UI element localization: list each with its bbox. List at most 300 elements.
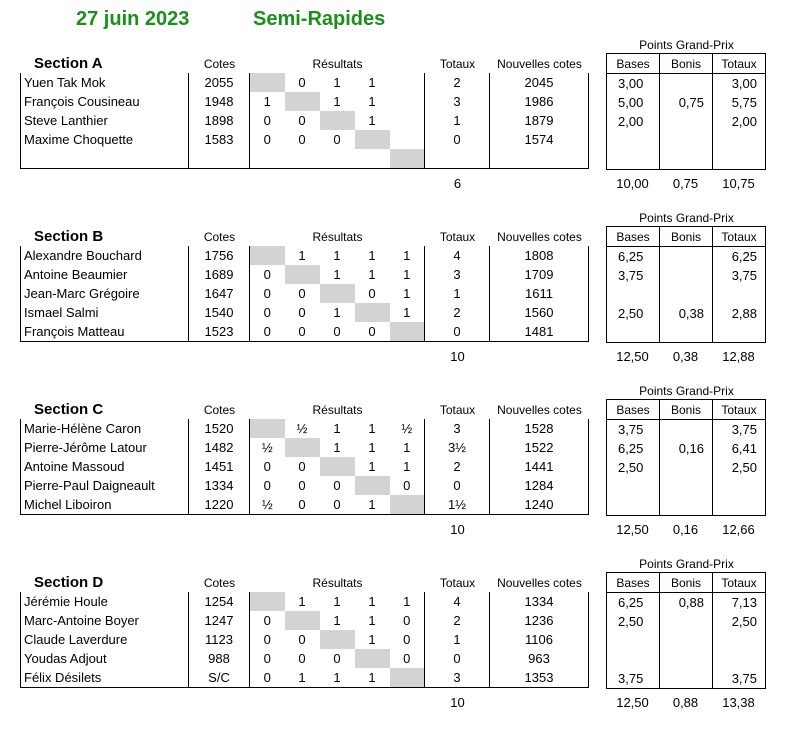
result-cell: 0 (250, 611, 285, 630)
result-cell: 1 (390, 438, 425, 457)
cotes-header: Cotes (203, 576, 236, 590)
gp-total: 3,75 (713, 669, 766, 689)
result-cell: 1 (333, 613, 341, 628)
grand-prix-row (607, 631, 766, 650)
player-name: Maxime Choquette (21, 130, 189, 149)
player-total: 2 (425, 611, 490, 630)
result-cell: 0 (320, 495, 355, 515)
result-cell: 1 (333, 421, 341, 436)
result-cell: 1 (390, 246, 425, 265)
new-rating: 1879 (490, 111, 589, 130)
result-cell (285, 149, 320, 169)
result-cell: 0 (250, 668, 285, 688)
result-cell: 1 (368, 594, 376, 609)
player-row (21, 303, 589, 322)
gp-total: 6,25 (713, 247, 766, 267)
result-cell: 0 (250, 457, 285, 476)
result-cell: 1 (368, 113, 376, 128)
gp-totaux-header: Totaux (713, 54, 766, 74)
bases-header: Bases (607, 54, 660, 74)
grand-prix-title: Points Grand-Prix (639, 557, 734, 571)
gp-bonis: 0,16 (660, 439, 713, 458)
sum-total: 10 (450, 522, 465, 537)
player-name: Pierre-Jérôme Latour (21, 438, 189, 457)
gp-bonis: 0,88 (660, 593, 713, 613)
gp-bases: 2,50 (607, 458, 660, 477)
grand-prix-row (607, 496, 766, 516)
player-row (21, 495, 589, 515)
new-rating: 1353 (490, 668, 589, 688)
result-cell: 1 (333, 75, 341, 90)
grand-prix-table (606, 53, 766, 170)
player-rating: 1523 (189, 322, 250, 342)
totaux-header: Totaux (439, 57, 476, 71)
result-cell (320, 630, 355, 649)
result-cell (390, 130, 425, 149)
result-cell: 1 (368, 632, 376, 647)
gp-bases: 3,75 (607, 266, 660, 285)
gp-bases (607, 323, 660, 343)
gp-bases (607, 650, 660, 669)
gp-total: 2,50 (713, 458, 766, 477)
player-rating: 1540 (189, 303, 250, 322)
player-rating: 1482 (189, 438, 250, 457)
result-cell: 0 (390, 611, 425, 630)
player-name: Pierre-Paul Daigneault (21, 476, 189, 495)
grand-prix-row (607, 477, 766, 496)
new-rating: 1334 (490, 592, 589, 611)
player-total: 1 (425, 284, 490, 303)
result-cell: 0 (355, 322, 390, 342)
player-rating: 1583 (189, 130, 250, 149)
sum-total: 6 (453, 176, 462, 191)
result-cell: 0 (298, 478, 306, 493)
nouvelles-cotes-header: Nouvelles cotes (497, 230, 582, 244)
player-total: 1 (425, 630, 490, 649)
results-table (20, 73, 589, 169)
results-table (20, 592, 589, 688)
player-row (21, 476, 589, 495)
gp-totaux-header: Totaux (713, 573, 766, 593)
gp-bonis (660, 612, 713, 631)
sum-bases: 12,50 (616, 349, 649, 364)
gp-bases: 6,25 (607, 247, 660, 267)
new-rating: 1560 (490, 303, 589, 322)
results-table (20, 419, 589, 515)
result-cell (250, 592, 285, 611)
result-cell: 0 (333, 478, 341, 493)
sum-bonis: 0,16 (672, 522, 699, 537)
player-total: 3½ (425, 438, 490, 457)
result-cell (355, 149, 390, 169)
gp-total (713, 150, 766, 170)
results-table (20, 246, 589, 342)
grand-prix-row (607, 74, 766, 94)
new-rating: 1709 (490, 265, 589, 284)
player-total: 4 (425, 246, 490, 265)
result-cell: 1 (333, 267, 341, 282)
new-rating: 1574 (490, 130, 589, 149)
new-rating: 1481 (490, 322, 589, 342)
result-cell: 1 (368, 421, 376, 436)
section-title: Section C (34, 401, 104, 418)
player-rating: 1647 (189, 284, 250, 303)
player-total: 4 (425, 592, 490, 611)
gp-bonis: 0,75 (660, 93, 713, 112)
player-name: Marie-Hélène Caron (21, 419, 189, 438)
gp-bases (607, 477, 660, 496)
player-total: 1 (425, 111, 490, 130)
result-cell: 0 (390, 649, 425, 668)
new-rating: 963 (490, 649, 589, 668)
result-cell: 1 (285, 668, 320, 688)
result-cell: 1 (333, 248, 341, 263)
sum-bonis: 0,75 (672, 176, 699, 191)
bonis-header: Bonis (660, 400, 713, 420)
result-cell: 0 (390, 476, 425, 495)
gp-bases: 2,50 (607, 304, 660, 323)
grand-prix-table (606, 399, 766, 516)
result-cell (390, 668, 425, 688)
grand-prix-row (607, 439, 766, 458)
grand-prix-row (607, 131, 766, 150)
result-cell: 0 (298, 305, 306, 320)
tournament-date: 27 juin 2023 (76, 8, 190, 30)
player-name: Alexandre Bouchard (21, 246, 189, 265)
section-title: Section A (34, 55, 103, 72)
sum-bases: 10,00 (616, 176, 649, 191)
player-rating: 1689 (189, 265, 250, 284)
result-cell: 1 (368, 459, 376, 474)
player-row (21, 92, 589, 111)
grand-prix-header-row (607, 227, 766, 247)
gp-bases (607, 631, 660, 650)
player-row (21, 111, 589, 130)
player-rating: 988 (189, 649, 250, 668)
player-row (21, 668, 589, 688)
player-name: Michel Liboiron (21, 495, 189, 515)
bases-header: Bases (607, 573, 660, 593)
bonis-header: Bonis (660, 573, 713, 593)
result-cell: 0 (298, 459, 306, 474)
gp-total (713, 323, 766, 343)
result-cell: 1 (390, 457, 425, 476)
gp-bases (607, 285, 660, 304)
grand-prix-row (607, 112, 766, 131)
player-name: Antoine Massoud (21, 457, 189, 476)
player-total: 3 (425, 419, 490, 438)
player-row (21, 265, 589, 284)
player-row (21, 284, 589, 303)
result-cell (355, 130, 390, 149)
gp-bases (607, 150, 660, 170)
sum-total: 10 (450, 349, 465, 364)
result-cell (320, 111, 355, 130)
player-row (21, 149, 589, 169)
player-rating: 1451 (189, 457, 250, 476)
new-rating: 1236 (490, 611, 589, 630)
gp-bonis (660, 477, 713, 496)
result-cell (285, 438, 320, 457)
result-cell: 1 (333, 305, 341, 320)
new-rating: 1441 (490, 457, 589, 476)
gp-total: 6,41 (713, 439, 766, 458)
new-rating: 2045 (490, 73, 589, 92)
gp-total: 3,75 (713, 420, 766, 440)
tournament-type: Semi-Rapides (253, 8, 386, 30)
player-rating: 1756 (189, 246, 250, 265)
gp-bonis (660, 650, 713, 669)
result-cell (320, 457, 355, 476)
grand-prix-row (607, 304, 766, 323)
gp-total (713, 496, 766, 516)
bases-header: Bases (607, 227, 660, 247)
player-name: Steve Lanthier (21, 111, 189, 130)
gp-bases (607, 496, 660, 516)
player-total: 3 (425, 92, 490, 111)
player-total: 0 (425, 476, 490, 495)
result-cell (250, 246, 285, 265)
result-cell: 0 (250, 303, 285, 322)
section-title: Section B (34, 228, 104, 245)
gp-bonis (660, 285, 713, 304)
result-cell (390, 495, 425, 515)
player-name: François Matteau (21, 322, 189, 342)
grand-prix-row (607, 593, 766, 613)
player-name: Félix Désilets (21, 668, 189, 688)
player-rating: 1220 (189, 495, 250, 515)
result-cell: 1 (333, 440, 341, 455)
result-cell: 1 (368, 267, 376, 282)
section-title: Section D (34, 574, 104, 591)
result-cell (355, 476, 390, 495)
player-rating: 1247 (189, 611, 250, 630)
result-cell: 0 (298, 132, 306, 147)
gp-bonis (660, 266, 713, 285)
player-row (21, 73, 589, 92)
result-cell: 1 (355, 495, 390, 515)
grand-prix-header-row (607, 573, 766, 593)
gp-bases (607, 131, 660, 150)
section-2 (0, 211, 791, 403)
totaux-header: Totaux (439, 576, 476, 590)
player-name: Jérémie Houle (21, 592, 189, 611)
player-row (21, 630, 589, 649)
player-total: 1½ (425, 495, 490, 515)
gp-total: 2,00 (713, 112, 766, 131)
result-cell (355, 649, 390, 668)
sum-bases: 12,50 (616, 695, 649, 710)
sum-grand-prix: 10,75 (722, 176, 755, 191)
result-cell: 0 (320, 322, 355, 342)
sum-grand-prix: 12,88 (722, 349, 755, 364)
player-row (21, 457, 589, 476)
gp-bases: 3,00 (607, 74, 660, 94)
new-rating: 1106 (490, 630, 589, 649)
result-cell: 0 (298, 651, 306, 666)
player-row (21, 130, 589, 149)
result-cell: 0 (298, 286, 306, 301)
grand-prix-title: Points Grand-Prix (639, 211, 734, 225)
grand-prix-table (606, 226, 766, 343)
new-rating: 1611 (490, 284, 589, 303)
new-rating: 1986 (490, 92, 589, 111)
player-row (21, 419, 589, 438)
grand-prix-row (607, 323, 766, 343)
player-total: 2 (425, 303, 490, 322)
gp-bases: 2,50 (607, 612, 660, 631)
result-cell: 1 (390, 284, 425, 303)
bonis-header: Bonis (660, 227, 713, 247)
player-total: 0 (425, 322, 490, 342)
gp-bases: 3,75 (607, 669, 660, 689)
result-cell: 0 (285, 495, 320, 515)
result-cell: 0 (298, 75, 306, 90)
gp-bonis (660, 323, 713, 343)
result-cell: 0 (250, 476, 285, 495)
result-cell: 1 (320, 668, 355, 688)
gp-total: 2,50 (713, 612, 766, 631)
result-cell (355, 303, 390, 322)
grand-prix-row (607, 93, 766, 112)
sum-grand-prix: 13,38 (722, 695, 755, 710)
result-cell: 0 (390, 630, 425, 649)
new-rating: 1240 (490, 495, 589, 515)
result-cell: 1 (333, 594, 341, 609)
result-cell: 1 (390, 303, 425, 322)
player-rating: 1254 (189, 592, 250, 611)
player-name: François Cousineau (21, 92, 189, 111)
grand-prix-row (607, 285, 766, 304)
gp-bases: 6,25 (607, 593, 660, 613)
player-rating: 1520 (189, 419, 250, 438)
grand-prix-row (607, 150, 766, 170)
player-total: 3 (425, 265, 490, 284)
grand-prix-row (607, 458, 766, 477)
grand-prix-table (606, 572, 766, 689)
result-cell (390, 149, 425, 169)
player-rating: 2055 (189, 73, 250, 92)
result-cell: ½ (250, 495, 285, 515)
player-rating: 1948 (189, 92, 250, 111)
result-cell (390, 73, 425, 92)
gp-total (713, 285, 766, 304)
player-total: 2 (425, 73, 490, 92)
gp-bases: 5,00 (607, 93, 660, 112)
resultats-header: Résultats (312, 403, 363, 417)
result-cell: 1 (390, 592, 425, 611)
gp-total: 3,75 (713, 266, 766, 285)
cotes-header: Cotes (203, 403, 236, 417)
result-cell: 1 (355, 668, 390, 688)
player-rating (189, 149, 250, 169)
player-row (21, 246, 589, 265)
grand-prix-header-row (607, 54, 766, 74)
player-name: Antoine Beaumier (21, 265, 189, 284)
result-cell: 0 (250, 265, 285, 284)
gp-bonis (660, 150, 713, 170)
player-name (21, 149, 189, 169)
result-cell: 0 (333, 651, 341, 666)
gp-bonis (660, 247, 713, 267)
player-row (21, 592, 589, 611)
gp-bonis: 0,38 (660, 304, 713, 323)
result-cell (320, 149, 355, 169)
gp-bases: 3,75 (607, 420, 660, 440)
result-cell: 0 (285, 322, 320, 342)
section-3 (0, 384, 791, 576)
new-rating: 1528 (490, 419, 589, 438)
player-name: Marc-Antoine Boyer (21, 611, 189, 630)
gp-bonis (660, 631, 713, 650)
result-cell: 0 (368, 286, 376, 301)
result-cell (250, 419, 285, 438)
grand-prix-row (607, 266, 766, 285)
new-rating: 1522 (490, 438, 589, 457)
gp-bonis (660, 74, 713, 94)
result-cell: 0 (250, 111, 285, 130)
player-name: Ismael Salmi (21, 303, 189, 322)
nouvelles-cotes-header: Nouvelles cotes (497, 57, 582, 71)
section-4 (0, 557, 791, 749)
result-cell: 0 (250, 284, 285, 303)
gp-total: 3,00 (713, 74, 766, 94)
player-row (21, 611, 589, 630)
new-rating (490, 149, 589, 169)
gp-bonis (660, 669, 713, 689)
result-cell: 0 (250, 322, 285, 342)
result-cell (390, 322, 425, 342)
result-cell: 1 (368, 94, 376, 109)
sum-bonis: 0,38 (672, 349, 699, 364)
player-row (21, 322, 589, 342)
result-cell (285, 92, 320, 111)
result-cell: 1 (368, 248, 376, 263)
totaux-header: Totaux (439, 230, 476, 244)
gp-bonis (660, 131, 713, 150)
gp-bases: 2,00 (607, 112, 660, 131)
gp-totaux-header: Totaux (713, 400, 766, 420)
grand-prix-header-row (607, 400, 766, 420)
gp-bases: 6,25 (607, 439, 660, 458)
gp-total (713, 131, 766, 150)
gp-bonis (660, 458, 713, 477)
result-cell: ½ (296, 421, 308, 436)
bases-header: Bases (607, 400, 660, 420)
bonis-header: Bonis (660, 54, 713, 74)
cotes-header: Cotes (203, 57, 236, 71)
result-cell: 0 (250, 630, 285, 649)
result-cell: 1 (390, 265, 425, 284)
grand-prix-title: Points Grand-Prix (639, 384, 734, 398)
gp-bonis (660, 496, 713, 516)
sum-bases: 12,50 (616, 522, 649, 537)
cotes-header: Cotes (203, 230, 236, 244)
nouvelles-cotes-header: Nouvelles cotes (497, 403, 582, 417)
result-cell: 0 (298, 113, 306, 128)
grand-prix-row (607, 420, 766, 440)
result-cell (285, 265, 320, 284)
player-name: Jean-Marc Grégoire (21, 284, 189, 303)
grand-prix-title: Points Grand-Prix (639, 38, 734, 52)
player-total: 3 (425, 668, 490, 688)
gp-total: 5,75 (713, 93, 766, 112)
player-total (425, 149, 490, 169)
gp-total: 7,13 (713, 593, 766, 613)
player-rating: S/C (189, 668, 250, 688)
resultats-header: Résultats (312, 57, 363, 71)
gp-totaux-header: Totaux (713, 227, 766, 247)
